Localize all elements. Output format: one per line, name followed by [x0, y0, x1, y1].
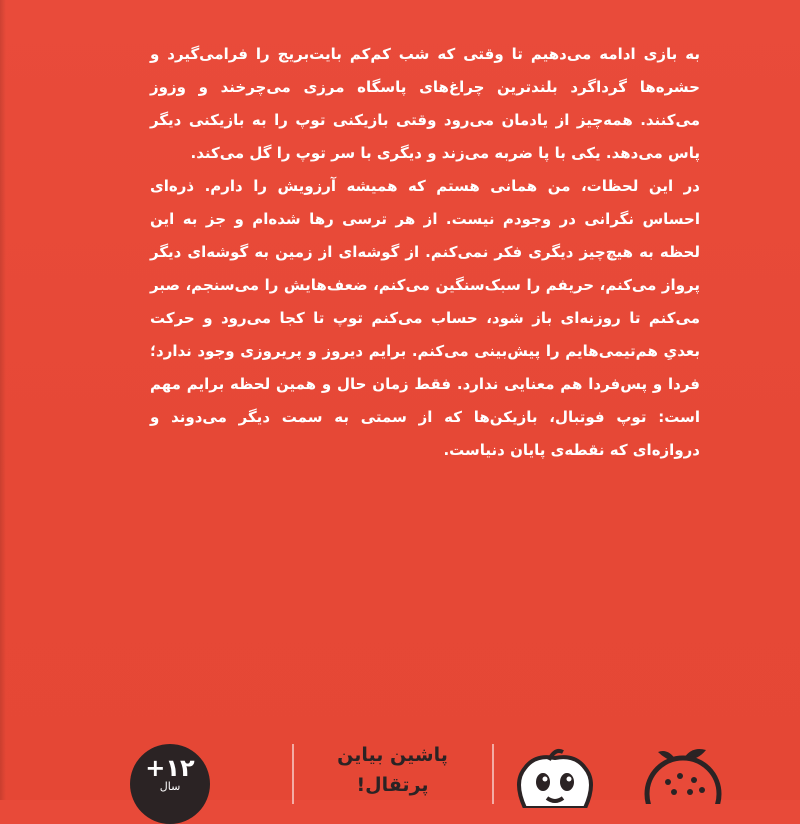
slogan-line-1: پاشین بیاین	[337, 744, 448, 766]
age-rating-label: سال	[159, 780, 181, 793]
age-rating-badge	[130, 744, 210, 824]
slogan-line-2: پرتقال!	[356, 774, 429, 796]
footer-divider-right	[492, 744, 494, 804]
blurb-paragraph-1: به بازی ادامه می‌دهیم تا وقتی که شب کم‌کم بایت‌بریج را فرامی‌گیرد و حشره‌ها گرداگرد بلندترین چراغ‌های پاسگاه مرزی می‌چرخند و وزوز می‌کنند. همه‌چیز از یادمان می‌رود وقتی بازیکنی توپ را به بازیکنی دیگر پاس می‌دهد. یکی با پا ضربه می‌زند و دیگری با سر توپ را گل می‌کند.	[150, 45, 700, 162]
pomegranate-mascot-logo-icon	[505, 748, 605, 812]
age-rating-number: +۱۲	[145, 754, 195, 782]
blurb-text	[150, 38, 700, 467]
blurb-paragraph-2: در این لحظات، من همانی هستم که همیشه آرزویش را دارم. ذره‌ای احساس نگرانی در وجودم نیست. از هر ترسی رها شده‌ام و جز به این لحظه به هیچ‌چیز دیگری فکر نمی‌کنم. از گوشه‌ای از زمین به گوشه‌ای دیگر پرواز می‌کنم، حریفم را سبک‌سنگین می‌کنم، ضعف‌هایش را می‌سنجم، صبر می‌کنم تا روزنه‌ای باز شود، حساب می‌کنم توپ تا کجا می‌رود و حرکت بعدیِ هم‌تیمی‌هایم را پیش‌بینی می‌کنم. برایم دیروز و پریروزی وجود ندارد؛ فردا و پس‌فردا هم معنایی ندارد. فقط زمان حال و همین لحظه برایم مهم است: توپ فوتبال، بازیکن‌ها که از سمتی به سمت دیگر می‌دوند و دروازه‌ای که نقطه‌ی پایان دنیاست.	[150, 177, 700, 459]
orange-fruit-logo-icon	[628, 744, 738, 808]
publisher-slogan	[300, 740, 485, 800]
footer-divider-left	[292, 744, 294, 804]
page-edge-shadow	[0, 0, 6, 800]
